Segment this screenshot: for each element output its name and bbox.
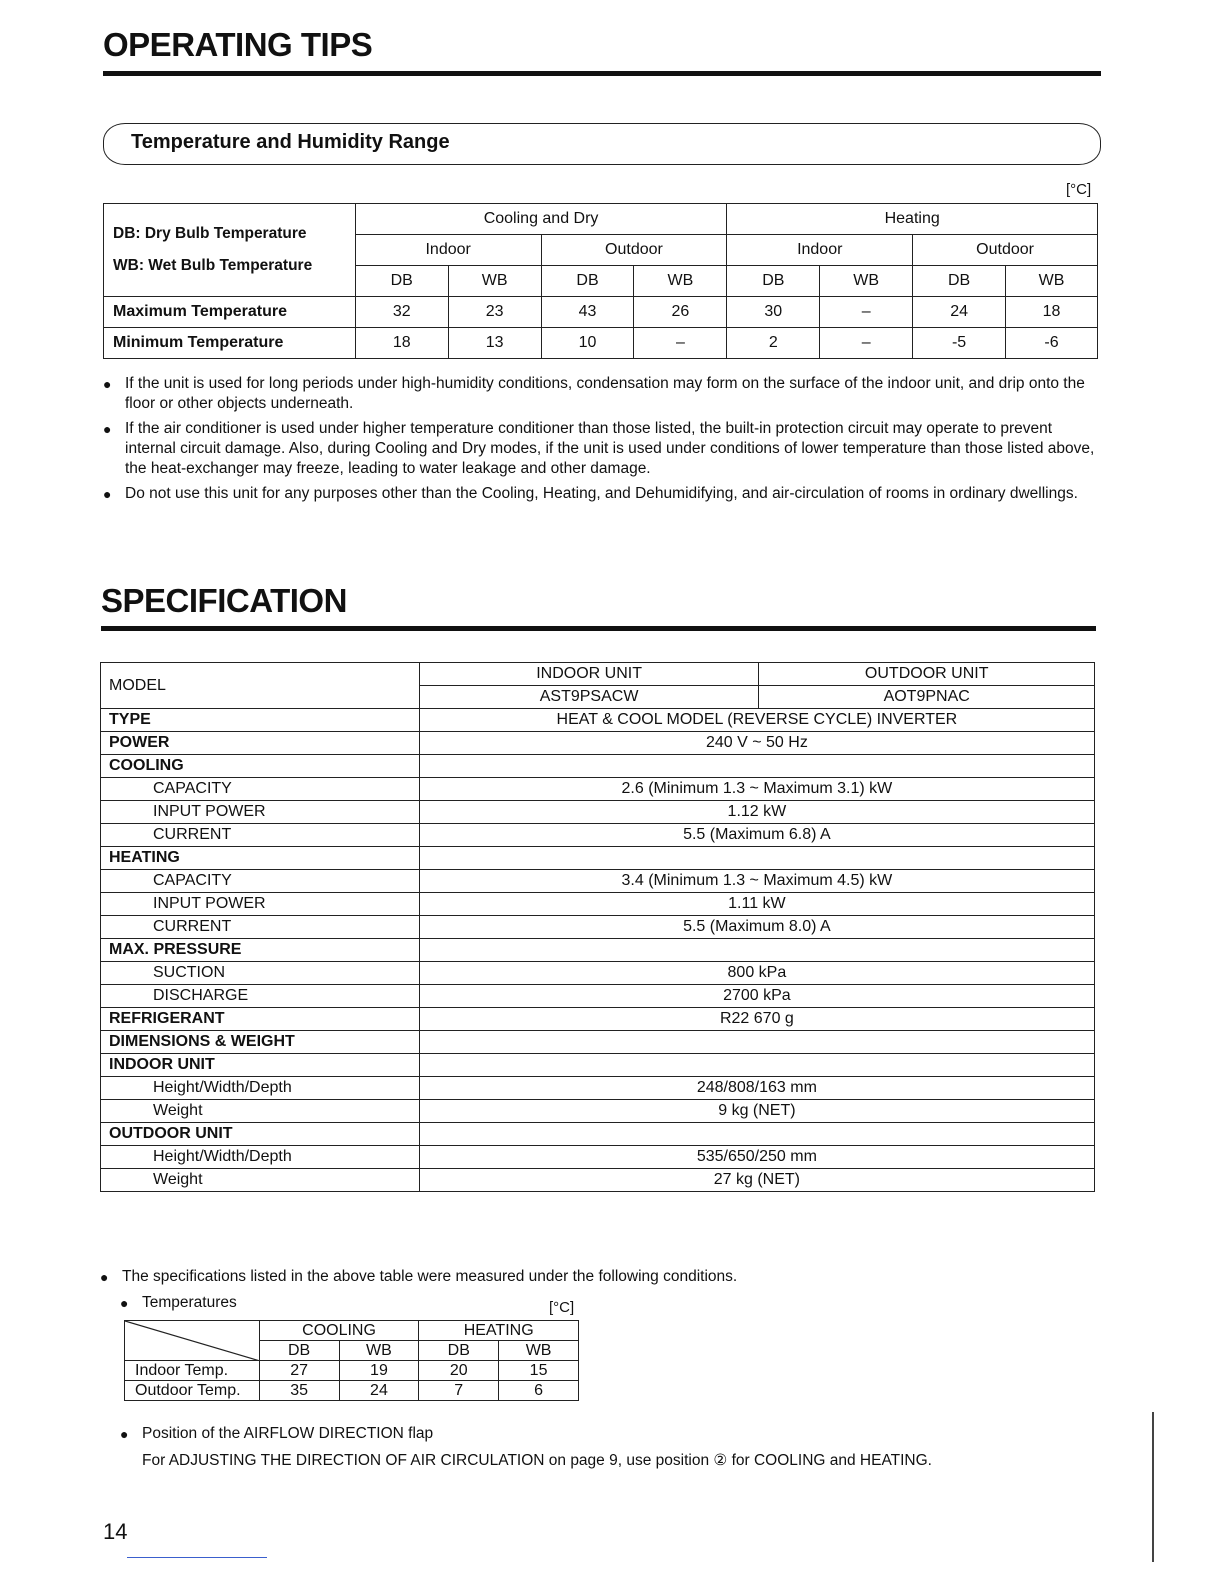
col-wb: WB [634, 266, 727, 297]
spec-label: POWER [101, 732, 420, 755]
cell: 19 [339, 1361, 419, 1381]
section-title: Temperature and Humidity Range [131, 131, 450, 153]
spec-value: 3.4 (Minimum 1.3 ~ Maximum 4.5) kW [419, 870, 1094, 893]
row-label: Maximum Temperature [104, 297, 356, 328]
spec-value: 1.11 kW [419, 893, 1094, 916]
spec-row [101, 778, 1095, 801]
spec-rows [101, 709, 1095, 1192]
outdoor-model: AOT9PNAC [759, 686, 1095, 709]
spec-row [101, 939, 1095, 962]
conditions-list [100, 1267, 1090, 1292]
temperature-range-table [103, 203, 1098, 359]
cell: – [820, 328, 913, 359]
outdoor-unit-label: OUTDOOR UNIT [759, 663, 1095, 686]
spec-label: HEATING [101, 847, 420, 870]
cell: – [634, 328, 727, 359]
margin-mark [1152, 1412, 1154, 1562]
spec-value: 240 V ~ 50 Hz [419, 732, 1094, 755]
spec-row [101, 893, 1095, 916]
col-db: DB [541, 266, 634, 297]
spec-label: MAX. PRESSURE [101, 939, 420, 962]
heating-indoor: Indoor [727, 235, 913, 266]
spec-label: Height/Width/Depth [101, 1077, 420, 1100]
spec-value [419, 1031, 1094, 1054]
col-wb: WB [339, 1341, 419, 1361]
spec-row [101, 801, 1095, 824]
temperatures-list [120, 1293, 320, 1318]
cell: 2 [727, 328, 820, 359]
page-title-specification: SPECIFICATION [101, 582, 347, 619]
table-row-maximum [104, 297, 1098, 328]
cell: 6 [499, 1381, 579, 1401]
temperatures-label: ● Temperatures [120, 1293, 320, 1313]
title-rule [103, 71, 1101, 76]
note-item: ● Do not use this unit for any purposes other than the Cooling, Heating, and Dehumidifying, and air-circulation of rooms in ordinary dwellings. [103, 484, 1101, 504]
cell: 24 [339, 1381, 419, 1401]
spec-label: Weight [101, 1169, 420, 1192]
spec-value: 2.6 (Minimum 1.3 ~ Maximum 3.1) kW [419, 778, 1094, 801]
spec-value: 2700 kPa [419, 985, 1094, 1008]
temp-unit-label: [°C] [549, 1299, 575, 1316]
col-wb: WB [1006, 266, 1098, 297]
model-label: MODEL [101, 663, 420, 709]
spec-value [419, 1054, 1094, 1077]
cell: 15 [499, 1361, 579, 1381]
row-label: Minimum Temperature [104, 328, 356, 359]
airflow-list [120, 1424, 1080, 1449]
spec-row [101, 709, 1095, 732]
spec-row [101, 1146, 1095, 1169]
legend-cell [104, 204, 356, 297]
spec-label: SUCTION [101, 962, 420, 985]
spec-label: DIMENSIONS & WEIGHT [101, 1031, 420, 1054]
cooling-header: COOLING [259, 1321, 419, 1341]
row-label: Indoor Temp. [125, 1361, 260, 1381]
spec-row [101, 1031, 1095, 1054]
spec-label: INPUT POWER [101, 893, 420, 916]
cell: 32 [355, 297, 448, 328]
spec-value: HEAT & COOL MODEL (REVERSE CYCLE) INVERTER [419, 709, 1094, 732]
cell: 43 [541, 297, 634, 328]
cell: 23 [448, 297, 541, 328]
cell: 7 [419, 1381, 499, 1401]
spec-row [101, 1100, 1095, 1123]
specification-table [100, 662, 1095, 1192]
group-heating: Heating [727, 204, 1098, 235]
cell: 18 [355, 328, 448, 359]
table-row-minimum [104, 328, 1098, 359]
spec-label: INPUT POWER [101, 801, 420, 824]
spec-row [101, 1077, 1095, 1100]
spec-row [101, 1054, 1095, 1077]
note-item: ● If the air conditioner is used under higher temperature conditioner than those listed, the built-in protection circuit may operate to prevent internal circuit damage. Also, during Cooling and Dry modes, if the unit is used under conditions of lower temperature than those listed above, the heat-exchanger may freeze, leading to water leakage and other damage. [103, 419, 1101, 479]
spec-label: Weight [101, 1100, 420, 1123]
col-wb: WB [499, 1341, 579, 1361]
spec-value: 9 kg (NET) [419, 1100, 1094, 1123]
spec-value: 5.5 (Maximum 6.8) A [419, 824, 1094, 847]
cooling-indoor: Indoor [355, 235, 541, 266]
page-number: 14 [103, 1519, 128, 1544]
indoor-unit-label: INDOOR UNIT [419, 663, 759, 686]
cell: 26 [634, 297, 727, 328]
spec-row [101, 1123, 1095, 1146]
spec-value: R22 670 g [419, 1008, 1094, 1031]
cell: -5 [913, 328, 1006, 359]
indoor-model: AST9PSACW [419, 686, 759, 709]
cell: 13 [448, 328, 541, 359]
spec-label: COOLING [101, 755, 420, 778]
spec-value: 248/808/163 mm [419, 1077, 1094, 1100]
spec-row [101, 732, 1095, 755]
spec-value [419, 1123, 1094, 1146]
spec-row [101, 985, 1095, 1008]
heating-outdoor: Outdoor [913, 235, 1098, 266]
diagonal-line [125, 1321, 260, 1361]
col-db: DB [727, 266, 820, 297]
col-wb: WB [820, 266, 913, 297]
cell: 27 [259, 1361, 339, 1381]
col-db: DB [419, 1341, 499, 1361]
airflow-label: ● Position of the AIRFLOW DIRECTION flap [120, 1424, 1080, 1444]
legend-db: DB: Dry Bulb Temperature [113, 225, 307, 242]
spec-label: CAPACITY [101, 870, 420, 893]
spec-row [101, 870, 1095, 893]
spec-label: REFRIGERANT [101, 1008, 420, 1031]
spec-row [101, 755, 1095, 778]
spec-row [101, 962, 1095, 985]
conditions-table [124, 1320, 579, 1401]
spec-row [101, 1008, 1095, 1031]
col-db: DB [259, 1341, 339, 1361]
spec-value: 27 kg (NET) [419, 1169, 1094, 1192]
cell: 20 [419, 1361, 499, 1381]
cell: 10 [541, 328, 634, 359]
row-label: Outdoor Temp. [125, 1381, 260, 1401]
spec-label: DISCHARGE [101, 985, 420, 1008]
note-item: ● If the unit is used for long periods under high-humidity conditions, condensation may form on the surface of the indoor unit, and drip onto the floor or other objects underneath. [103, 374, 1101, 414]
col-db: DB [355, 266, 448, 297]
cell: -6 [1006, 328, 1098, 359]
spec-label: CAPACITY [101, 778, 420, 801]
spec-label: CURRENT [101, 824, 420, 847]
col-db: DB [913, 266, 1006, 297]
spec-label: CURRENT [101, 916, 420, 939]
diagonal-cell [125, 1321, 260, 1361]
spec-row [101, 1169, 1095, 1192]
unit-label: [°C] [1066, 181, 1092, 198]
table-row [125, 1381, 579, 1401]
cell: 35 [259, 1381, 339, 1401]
page-title-operating-tips: OPERATING TIPS [103, 26, 373, 63]
cell: – [820, 297, 913, 328]
col-wb: WB [448, 266, 541, 297]
legend-wb: WB: Wet Bulb Temperature [113, 257, 313, 274]
heating-header: HEATING [419, 1321, 579, 1341]
airflow-text: For ADJUSTING THE DIRECTION OF AIR CIRCULATION on page 9, use position ② for COOLING and HEATING. [142, 1452, 932, 1469]
cell: 24 [913, 297, 1006, 328]
conditions-note: ● The specifications listed in the above table were measured under the following conditions. [100, 1267, 1090, 1287]
spec-value [419, 939, 1094, 962]
spec-label: TYPE [101, 709, 420, 732]
spec-row [101, 847, 1095, 870]
spec-rule [101, 626, 1096, 631]
spec-value [419, 755, 1094, 778]
spec-row [101, 824, 1095, 847]
cell: 30 [727, 297, 820, 328]
spec-row [101, 916, 1095, 939]
spec-label: OUTDOOR UNIT [101, 1123, 420, 1146]
footer-line [127, 1557, 267, 1558]
spec-value: 5.5 (Maximum 8.0) A [419, 916, 1094, 939]
spec-value: 800 kPa [419, 962, 1094, 985]
notes-list [103, 374, 1101, 509]
spec-value: 535/650/250 mm [419, 1146, 1094, 1169]
spec-label: Height/Width/Depth [101, 1146, 420, 1169]
cooling-outdoor: Outdoor [541, 235, 727, 266]
cell: 18 [1006, 297, 1098, 328]
group-cooling: Cooling and Dry [355, 204, 727, 235]
spec-value: 1.12 kW [419, 801, 1094, 824]
table-row [125, 1361, 579, 1381]
spec-value [419, 847, 1094, 870]
spec-label: INDOOR UNIT [101, 1054, 420, 1077]
